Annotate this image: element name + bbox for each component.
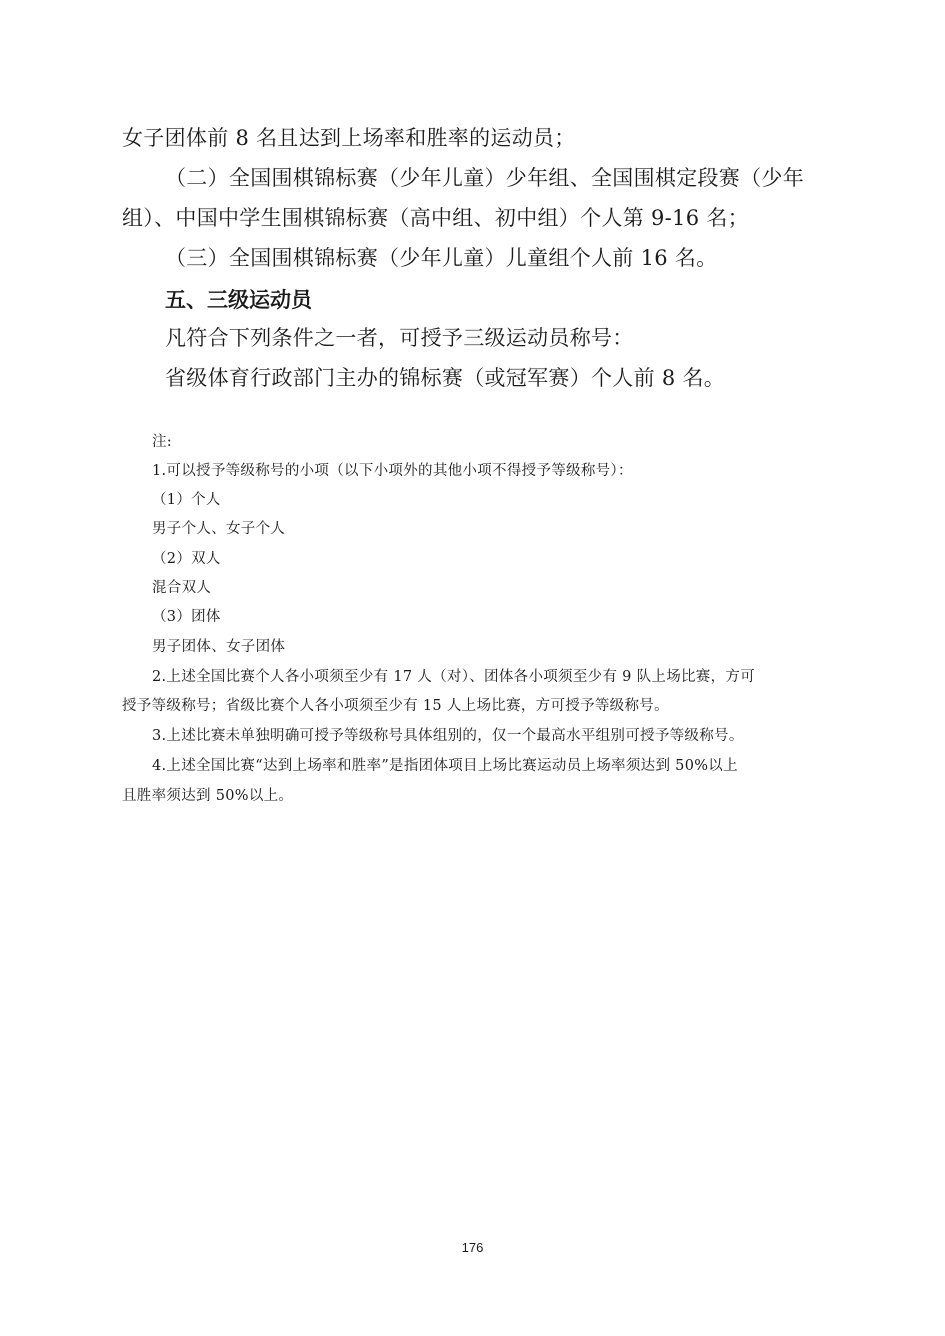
note-line: 3.上述比赛未单独明确可授予等级称号具体组别的，仅一个最高水平组别可授予等级称号。 bbox=[152, 728, 744, 744]
note-line: 混合双人 bbox=[152, 580, 212, 596]
note-line: 男子个人、女子个人 bbox=[152, 521, 286, 537]
note-line: （1）个人 bbox=[152, 492, 221, 508]
page-number: 176 bbox=[461, 1240, 484, 1255]
note-line: 授予等级称号；省级比赛个人各小项须至少有 15 人上场比赛，方可授予等级称号。 bbox=[122, 698, 669, 714]
note-line: 4.上述全国比赛“达到上场率和胜率”是指团体项目上场比赛运动员上场率须达到 50%以上 bbox=[152, 758, 738, 774]
body-line: 凡符合下列条件之一者，可授予三级运动员称号： bbox=[165, 326, 634, 350]
body-line: 组）、中国中学生围棋锦标赛（高中组、初中组）个人第 9-16 名； bbox=[122, 206, 749, 230]
body-line: 省级体育行政部门主办的锦标赛（或冠军赛）个人前 8 名。 bbox=[165, 366, 726, 390]
body-line: （三）全国围棋锦标赛（少年儿童）儿童组个人前 16 名。 bbox=[165, 246, 718, 270]
body-line: 女子团体前 8 名且达到上场率和胜率的运动员； bbox=[122, 126, 576, 150]
note-line: 且胜率须达到 50%以上。 bbox=[122, 788, 294, 804]
note-line: 男子团体、女子团体 bbox=[152, 639, 286, 655]
note-line: 1.可以授予等级称号的小项（以下小项外的其他小项不得授予等级称号）： bbox=[152, 463, 633, 479]
note-line: （2）双人 bbox=[152, 551, 221, 567]
notes-title: 注: bbox=[152, 434, 172, 450]
body-line: （二）全国围棋锦标赛（少年儿童）少年组、全国围棋定段赛（少年 bbox=[165, 166, 804, 190]
section-heading: 五、三级运动员 bbox=[165, 288, 312, 312]
note-line: （3）团体 bbox=[152, 609, 221, 625]
note-line: 2.上述全国比赛个人各小项须至少有 17 人（对）、团体各小项须至少有 9 队上场比赛，方可 bbox=[152, 669, 755, 685]
